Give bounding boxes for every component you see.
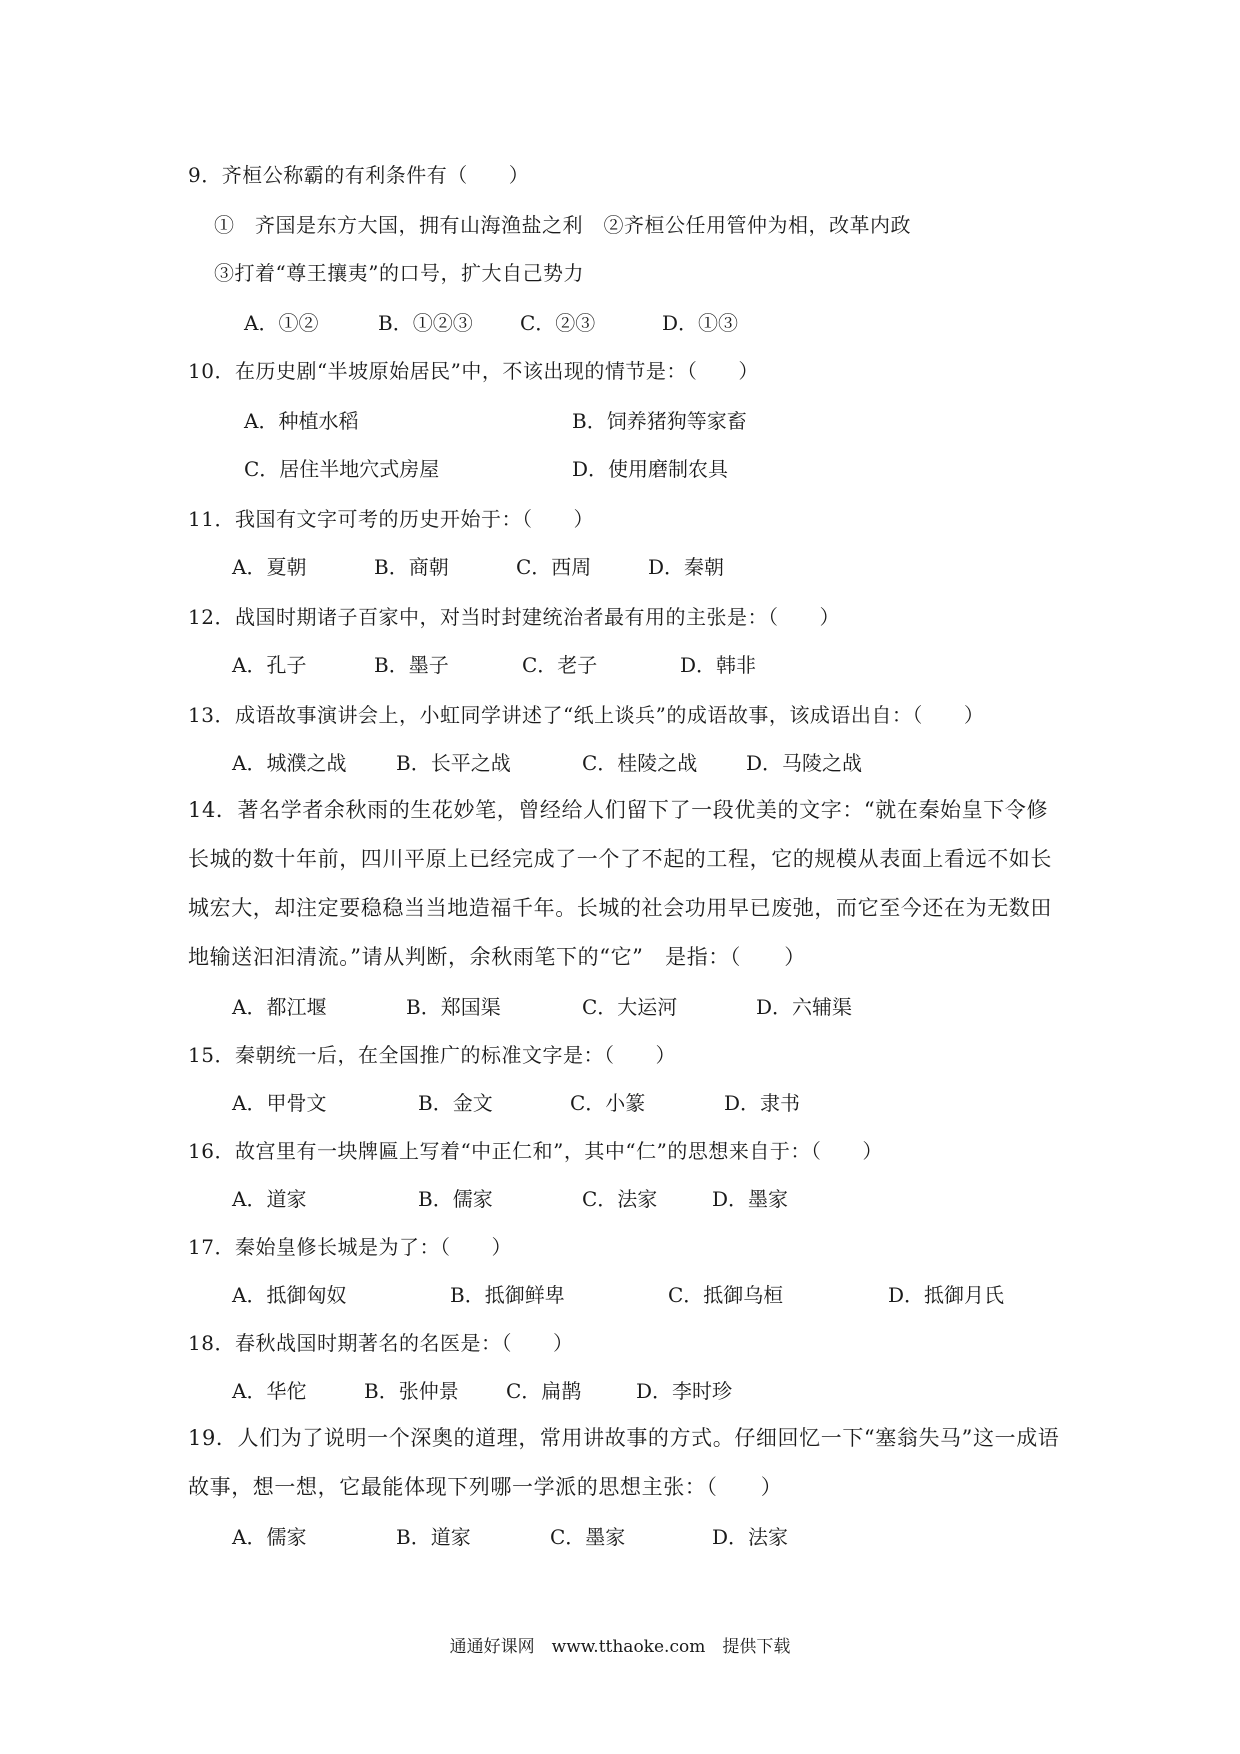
question-14-option-b: B．郑国渠 bbox=[406, 995, 501, 1019]
question-10-option-d: D．使用磨制农具 bbox=[572, 457, 729, 481]
question-9-option-b: B．①②③ bbox=[378, 311, 473, 335]
question-9-option-a: A．①② bbox=[244, 311, 319, 335]
question-10-option-a: A．种植水稻 bbox=[244, 409, 359, 433]
question-14-option-c: C．大运河 bbox=[582, 995, 678, 1019]
question-11-stem: 11．我国有文字可考的历史开始于：（ ） bbox=[188, 507, 594, 531]
question-11-option-c: C．西周 bbox=[516, 555, 592, 579]
question-19-stem: 19．人们为了说明一个深奥的道理，常用讲故事的方式。仔细回忆一下“塞翁失马”这一成语故事，想一想，它最能体现下列哪一学派的思想主张：（ ） bbox=[188, 1426, 1060, 1499]
question-17-option-a: A．抵御匈奴 bbox=[232, 1283, 347, 1307]
page-footer: 通通好课网 www.tthaoke.com 提供下载 bbox=[449, 1637, 791, 1657]
question-12-option-c: C．老子 bbox=[522, 653, 598, 677]
question-19-option-d: D．法家 bbox=[712, 1525, 789, 1549]
question-17-option-c: C．抵御乌桓 bbox=[668, 1283, 784, 1307]
question-17-stem: 17．秦始皇修长城是为了：（ ） bbox=[188, 1235, 512, 1259]
question-13-option-b: B．长平之战 bbox=[396, 751, 511, 775]
question-9-stem: 9．齐桓公称霸的有利条件有（ ） bbox=[188, 163, 530, 187]
question-11-option-b: B．商朝 bbox=[374, 555, 449, 579]
question-14-option-d: D．六辅渠 bbox=[756, 995, 853, 1019]
question-19-option-a: A．儒家 bbox=[232, 1525, 307, 1549]
question-18-option-c: C．扁鹊 bbox=[506, 1379, 582, 1403]
question-14-stem: 14．著名学者余秋雨的生花妙笔，曾经给人们留下了一段优美的文字：“就在秦始皇下令修长城的数十年前，四川平原上已经完成了一个了不起的工程，它的规模从表面上看远不如长城宏大，却注定要稳稳当当地造福千年。长城的社会功用早已废弛，而它至今还在为无数田地输送汩汩清流。”请从判断，余秋雨笔下的“它” 是指：（ ） bbox=[188, 798, 1052, 969]
question-17-option-d: D．抵御月氏 bbox=[888, 1283, 1005, 1307]
question-9-option-d: D．①③ bbox=[662, 311, 739, 335]
question-16-option-c: C．法家 bbox=[582, 1187, 658, 1211]
question-12-option-d: D．韩非 bbox=[680, 653, 757, 677]
question-11-option-a: A．夏朝 bbox=[232, 555, 307, 579]
question-9-subitem-1: ① 齐国是东方大国，拥有山海渔盐之利 ②齐桓公任用管仲为相，改革内政 bbox=[214, 213, 911, 237]
question-18-stem: 18．春秋战国时期著名的名医是：（ ） bbox=[188, 1331, 574, 1355]
question-9-subitem-2: ③打着“尊王攘夷”的口号，扩大自己势力 bbox=[214, 261, 584, 285]
question-9-option-c: C．②③ bbox=[520, 311, 596, 335]
question-15-stem: 15．秦朝统一后，在全国推广的标准文字是：（ ） bbox=[188, 1043, 676, 1067]
question-19-option-c: C．墨家 bbox=[550, 1525, 626, 1549]
question-14-option-a: A．都江堰 bbox=[232, 995, 327, 1019]
question-13-option-d: D．马陵之战 bbox=[746, 751, 863, 775]
question-17-option-b: B．抵御鲜卑 bbox=[450, 1283, 565, 1307]
question-10-option-b: B．饲养猪狗等家畜 bbox=[572, 409, 747, 433]
question-19-option-b: B．道家 bbox=[396, 1525, 471, 1549]
question-16-stem: 16．故宫里有一块牌匾上写着“中正仁和”，其中“仁”的思想来自于：（ ） bbox=[188, 1139, 883, 1163]
question-13-option-c: C．桂陵之战 bbox=[582, 751, 698, 775]
question-15-option-c: C．小篆 bbox=[570, 1091, 646, 1115]
question-12-option-b: B．墨子 bbox=[374, 653, 449, 677]
question-10-stem: 10．在历史剧“半坡原始居民”中，不该出现的情节是：（ ） bbox=[188, 359, 759, 383]
question-15-option-b: B．金文 bbox=[418, 1091, 493, 1115]
question-18-option-b: B．张仲景 bbox=[364, 1379, 459, 1403]
question-15-option-d: D．隶书 bbox=[724, 1091, 801, 1115]
question-18-option-d: D．李时珍 bbox=[636, 1379, 733, 1403]
question-12-stem: 12．战国时期诸子百家中，对当时封建统治者最有用的主张是：（ ） bbox=[188, 605, 840, 629]
question-10-option-c: C．居住半地穴式房屋 bbox=[244, 457, 440, 481]
question-13-option-a: A．城濮之战 bbox=[232, 751, 347, 775]
question-11-option-d: D．秦朝 bbox=[648, 555, 725, 579]
question-16-option-b: B．儒家 bbox=[418, 1187, 493, 1211]
question-15-option-a: A．甲骨文 bbox=[232, 1091, 327, 1115]
question-13-stem: 13．成语故事演讲会上，小虹同学讲述了“纸上谈兵”的成语故事，该成语出自：（ ） bbox=[188, 703, 985, 727]
question-18-option-a: A．华佗 bbox=[232, 1379, 307, 1403]
question-16-option-d: D．墨家 bbox=[712, 1187, 789, 1211]
question-16-option-a: A．道家 bbox=[232, 1187, 307, 1211]
question-12-option-a: A．孔子 bbox=[232, 653, 307, 677]
